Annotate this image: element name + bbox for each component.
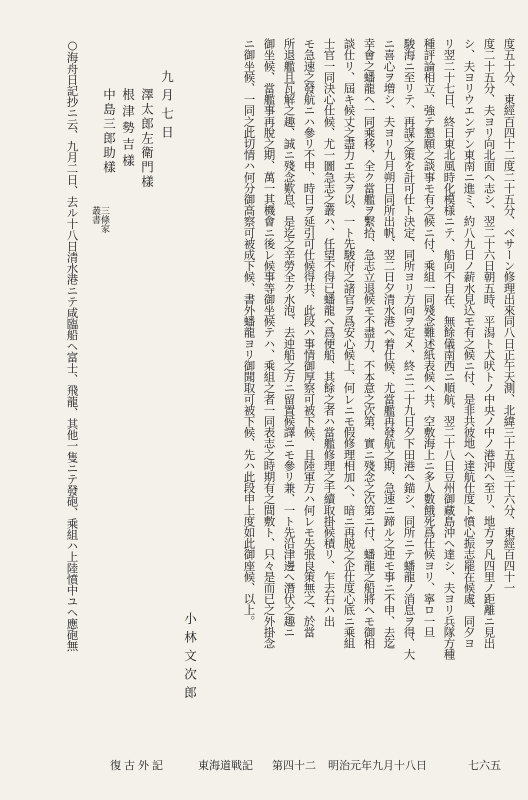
text-column-4: リ翌二十七日、終日東北風時化模様ニテ、船向不自在、無餘儀南西ニ順航、翌二十八日豆州御藏島沖ヘ達シ、夫ヨリ兵隊方種 [442, 38, 457, 660]
text-column-8: 幸會之蟠龍ヘ一同乘移、全ク當艦ヲ繫拾、急志立退候モ不盡力、不本意之次第、實ニ殘念之次第ニ付、蟠龍之船將ヘモ御相 [362, 38, 377, 649]
addressee-1: 澤太郎左衛門樣 [139, 88, 155, 190]
addressee-3-note-1: 三條家 [99, 206, 109, 233]
text-column-2: 度二十五分、夫ヨリ向北面ヘ志シ、翌二十六日朝五時、平潟ト犬吠トノ中央ノ中ノ港沖ヘ至リ、地方ヲ凡四里ノ距離ニ見出 [482, 38, 497, 649]
page-number: 七六五 [468, 759, 501, 772]
signatory: 小林文次郎 [182, 612, 198, 705]
text-column-13: 御坐候、當艦事再脫之期、萬一其機會ニ後レ候事等御坐候テハ、乘組之者一同表志之時期有之間敷ト、只々是而已之外掛念 [262, 38, 277, 649]
header-book-title: 復古外記 [110, 759, 166, 772]
text-column-12: 所退艦且瓦解之趣、誠ニ殘念歎息、是迄之辛勞全ク水泡、去迚船之方ニ留置候譯ニモ參リ兼、一ト先沿津邊ヘ潛伏之趣ニ [282, 38, 297, 638]
text-column-6: 駿海ニ至リテ、再謀之策を計可仕ト決定、同所ヨリ方向ヲ定メ、終ニ二十九日夕下田港ヘ錨シ、同所ニテ蟠龍ノ消息ヲ得、大 [402, 38, 417, 660]
text-column-3: シ、夫ヨリウエンデン東南ニ進ミ、約八九日ノ薪水見込モ有之候ニ付、是非共彼地ヘ達航仕度ト憤心振志罷在候處、同夕ヨ [462, 38, 477, 649]
addressee-3-note-2: 叢書 [90, 206, 100, 224]
addressee-3: 中島三郎助樣 [101, 88, 117, 175]
header-date: 明治元年九月十八日 [328, 759, 427, 772]
text-column-10: 士官一同決心仕候、尤一圖急志之叢ハ、任望不得已蟠龍ヘ爲便船、其餘之者ハ當艦修理之手續取掛候積リ、乍去右ハ出 [322, 38, 337, 627]
text-column-7: ニ喜心ヲ増シ、夫ヨリ九月朔日同所出帆、翌二日夕清水港ヘ着仕候、尤當艦再發航之期、急速ニ蹄ル之迚モ事ニ不申、去迄 [382, 38, 397, 649]
text-column-11: モ急速之發航ニハ參リ不申、時日ヲ延引可仕候得共、此段ハ事情御厚察可被下候、且陸軍方ハ何レモ失張良策無之、於當 [302, 38, 317, 638]
addressee-2: 根津勢吉樣 [120, 88, 136, 171]
running-header [110, 757, 510, 775]
header-document-number: 第四十二 [272, 759, 316, 772]
text-column-9: 談仕リ、屆キ候丈之盡力エ夫ヲ以、一ト先駿府之諸官ヲ爲安心候上、何レニモ假修理相加ヘ、暗ニ再脱之企仕度心底ニ乘組 [342, 38, 357, 649]
letter-date: 九月七日 [159, 70, 175, 144]
header-document-label: 東海道戦記 [198, 759, 253, 772]
text-column-5: 種評論相立、強テ懇願之談事モ有之候ニ付、乘組一同殘念難述紙表候ヘ共、空敷海上ニ多人數餓死爲仕候ヨリ、寧ロ一旦 [422, 38, 437, 638]
text-column-14: ニ御坐候、一同之此切情ハ何分御高察可被成下候、書外蟠龍ヨリ御聞取可被下候、先ハ此段申上度如此御座候、以上。 [242, 38, 257, 627]
source-note: ○海舟日記抄ニ云、九月二日、去ル十八日清水港ニテ咸臨船ヘ富士、飛龍、其他一隻ニテ發砲、乘組ハ上陸憤中ユヘ應砲無 [65, 38, 80, 652]
text-column-1: 度五十分、東經百四十二度二十五分、ベサーン修理出來同八日正午天測、北緯三十五度三十六分、東經百四十一 [502, 38, 517, 594]
